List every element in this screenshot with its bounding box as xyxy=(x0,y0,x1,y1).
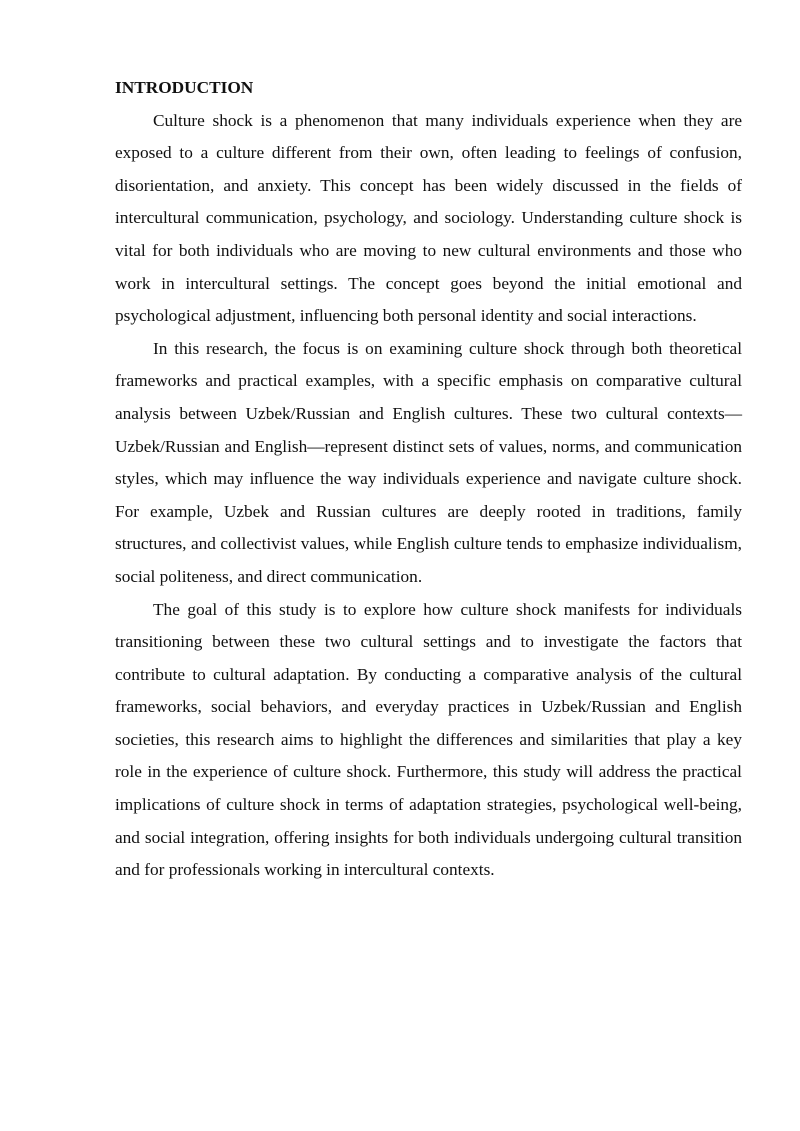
paragraph-2: In this research, the focus is on examining culture shock through both theoretical frameworks and practical examples, with a specific emphasis on comparative cultural analysis between Uzbek/Russian and English cultures. These two cultural contexts—Uzbek/Russian and English—represent distinct sets of values, norms, and communication styles, which may influence the way individuals experience and navigate culture shock. For example, Uzbek and Russian cultures are deeply rooted in traditions, family structures, and collectivist values, while English culture tends to emphasize individualism, social politeness, and direct communication. xyxy=(115,338,742,586)
document-page xyxy=(115,72,742,887)
paragraph-1: Culture shock is a phenomenon that many individuals experience when they are exposed to a culture different from their own, often leading to feelings of confusion, disorientation, and anxiety. This concept has been widely discussed in the fields of intercultural communication, psychology, and sociology. Understanding culture shock is vital for both individuals who are moving to new cultural environments and those who work in intercultural settings. The concept goes beyond the initial emotional and psychological adjustment, influencing both personal identity and social interactions. xyxy=(115,110,742,326)
section-heading: INTRODUCTION xyxy=(115,78,254,97)
paragraph-3: The goal of this study is to explore how culture shock manifests for individuals transitioning between these two cultural settings and to investigate the factors that contribute to cultural adaptation. By conducting a comparative analysis of the cultural frameworks, social behaviors, and everyday practices in Uzbek/Russian and English societies, this research aims to highlight the differences and similarities that play a key role in the experience of culture shock. Furthermore, this study will address the practical implications of culture shock in terms of adaptation strategies, psychological well-being, and social integration, offering insights for both individuals undergoing cultural transition and for professionals working in intercultural contexts. xyxy=(115,599,742,880)
